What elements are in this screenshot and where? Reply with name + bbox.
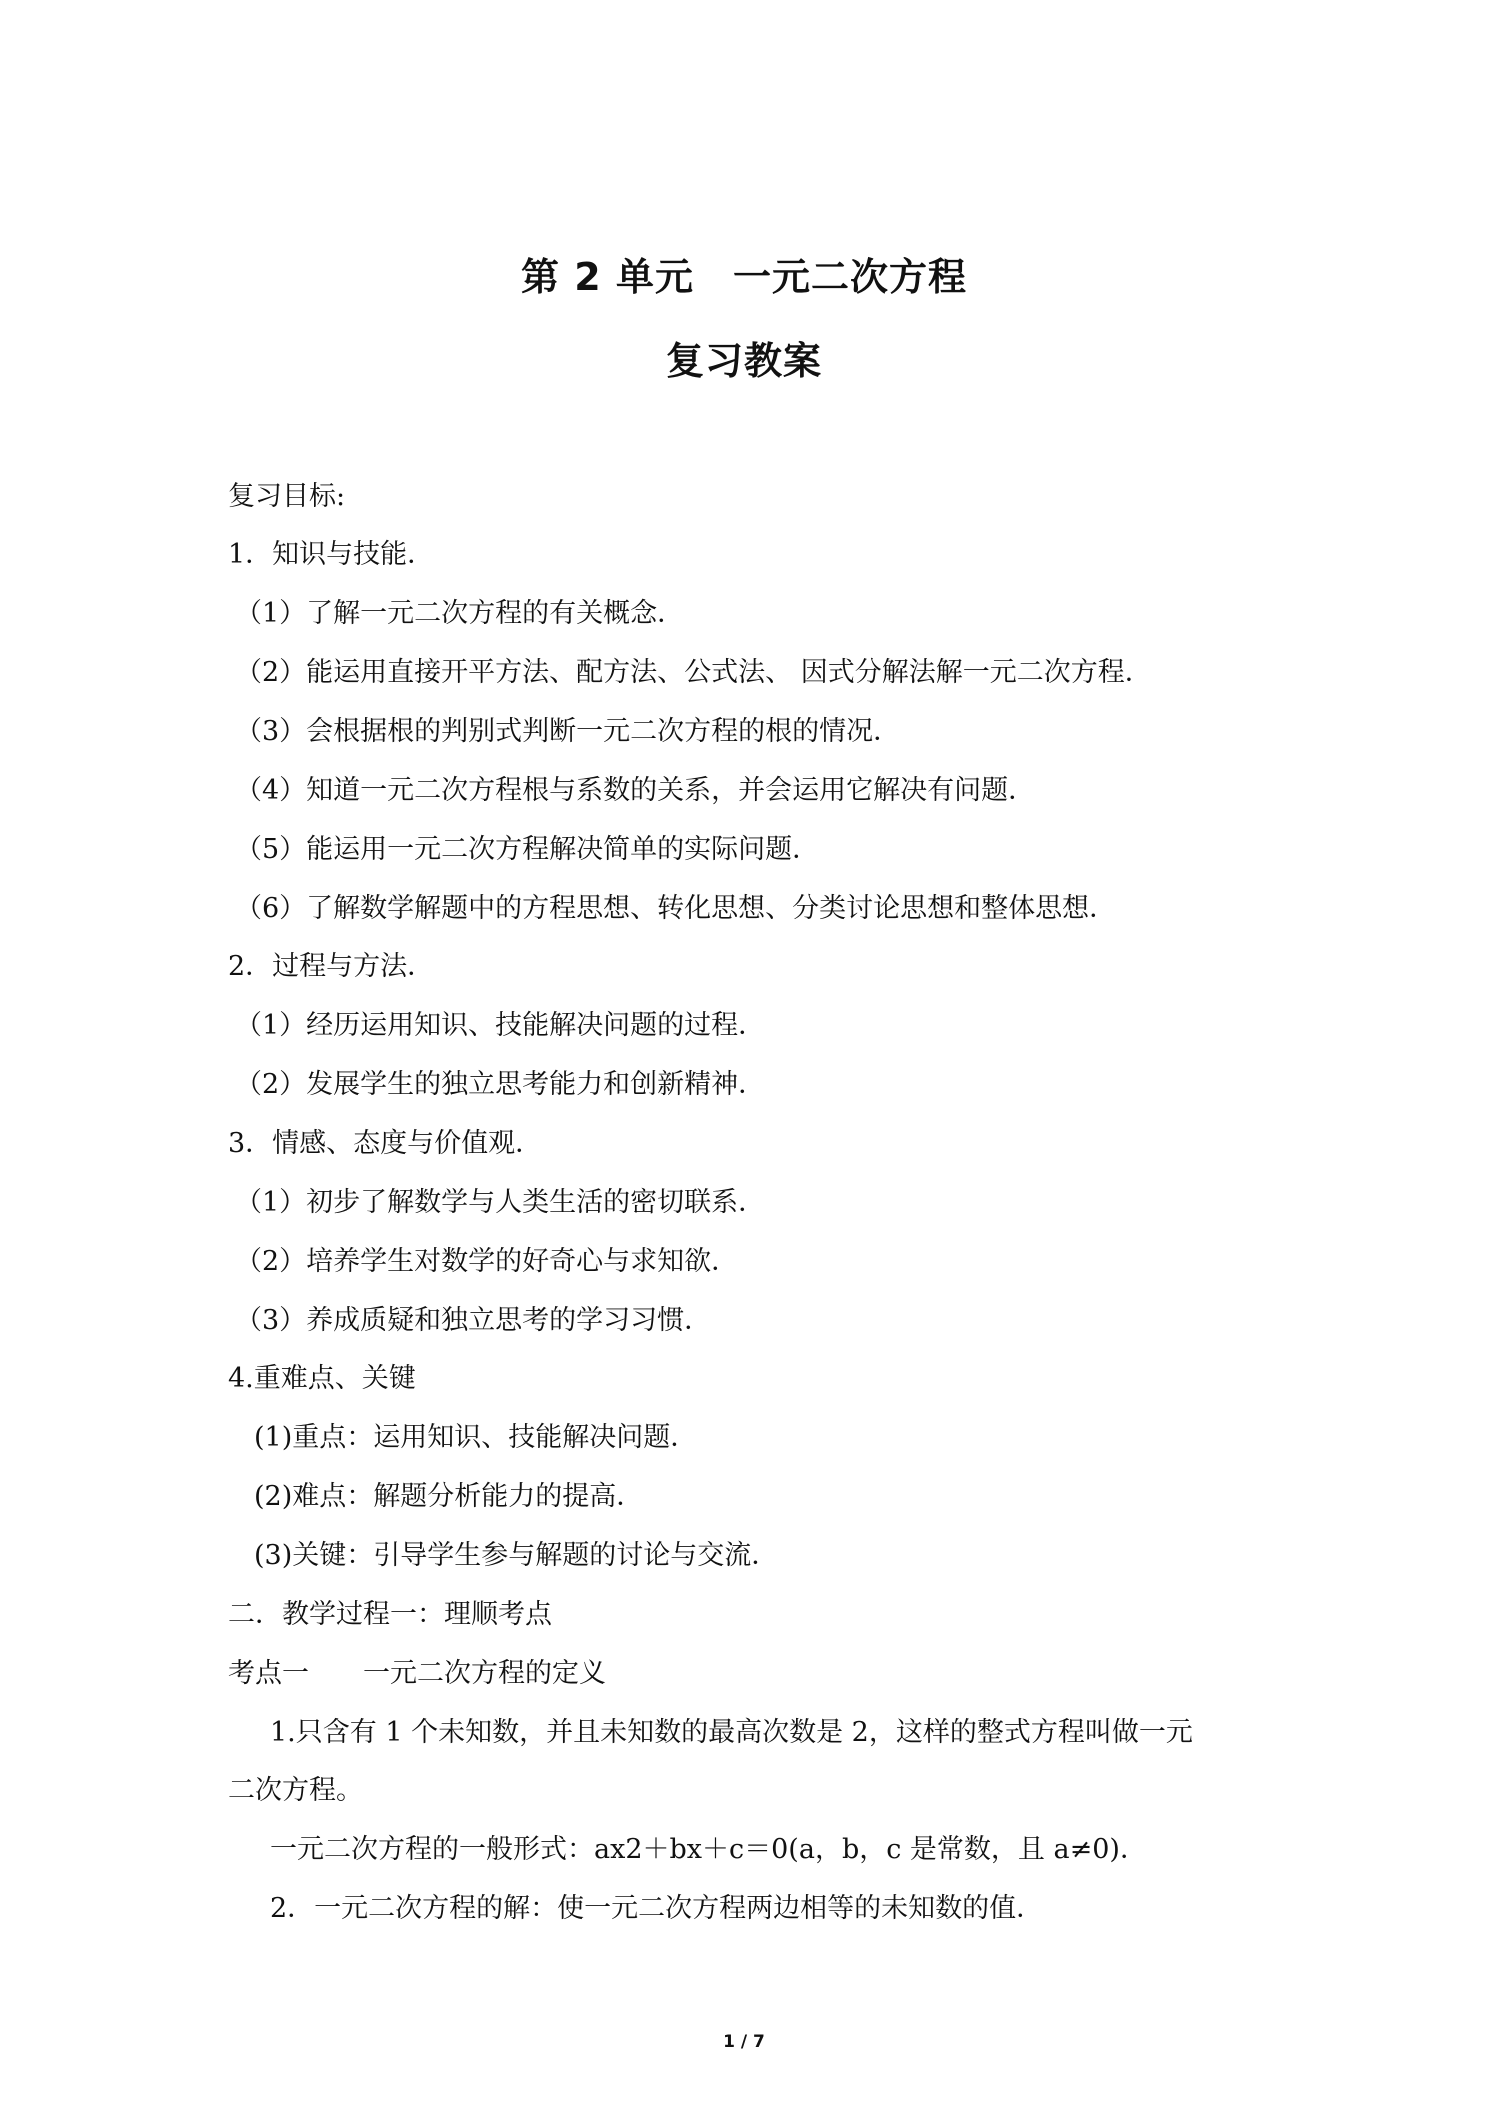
text-line: 4.重难点、关键 [228, 1363, 416, 1394]
page-number: 1 / 7 [723, 2032, 765, 2052]
text-line: 二次方程。 [228, 1775, 363, 1806]
text-line: （3）养成质疑和独立思考的学习习惯． [235, 1305, 712, 1336]
text-line: 一元二次方程的一般形式：ax2＋bx＋c＝0(a，b，c 是常数，且 a≠0)． [270, 1834, 1147, 1865]
text-line: 二．教学过程一：理顺考点 [228, 1599, 552, 1630]
text-line: 3．情感、态度与价值观． [228, 1128, 543, 1159]
text-line: (3)关键：引导学生参与解题的讨论与交流． [254, 1540, 779, 1571]
text-line: （2）能运用直接开平方法、配方法、公式法、 因式分解法解一元二次方程． [235, 657, 1152, 688]
text-line: （2）发展学生的独立思考能力和创新精神． [235, 1069, 766, 1100]
text-line: (1)重点：运用知识、技能解决问题． [254, 1422, 698, 1453]
text-line: （1）初步了解数学与人类生活的密切联系． [235, 1187, 766, 1218]
document-title: 第 2 单元 一元二次方程 [521, 255, 967, 299]
text-line: （2）培养学生对数学的好奇心与求知欲． [235, 1246, 739, 1277]
text-line: 1.只含有 1 个未知数，并且未知数的最高次数是 2，这样的整式方程叫做一元 [270, 1717, 1193, 1748]
text-line: 2．过程与方法． [228, 951, 435, 982]
text-line: 2．一元二次方程的解：使一元二次方程两边相等的未知数的值． [270, 1893, 1044, 1924]
text-line: （6）了解数学解题中的方程思想、转化思想、分类讨论思想和整体思想． [235, 893, 1117, 924]
text-line: （3）会根据根的判别式判断一元二次方程的根的情况． [235, 716, 901, 747]
text-line: （1）了解一元二次方程的有关概念． [235, 598, 685, 629]
text-line: 考点一 一元二次方程的定义 [228, 1658, 606, 1689]
document-subtitle: 复习教案 [665, 339, 822, 383]
text-line: 1．知识与技能． [228, 539, 435, 570]
text-line: （1）经历运用知识、技能解决问题的过程． [235, 1010, 766, 1041]
text-line: （4）知道一元二次方程根与系数的关系，并会运用它解决有问题． [235, 775, 1036, 806]
text-line: （5）能运用一元二次方程解决简单的实际问题． [235, 834, 820, 865]
text-line: 复习目标: [228, 481, 346, 512]
text-line: (2)难点：解题分析能力的提高． [254, 1481, 644, 1512]
